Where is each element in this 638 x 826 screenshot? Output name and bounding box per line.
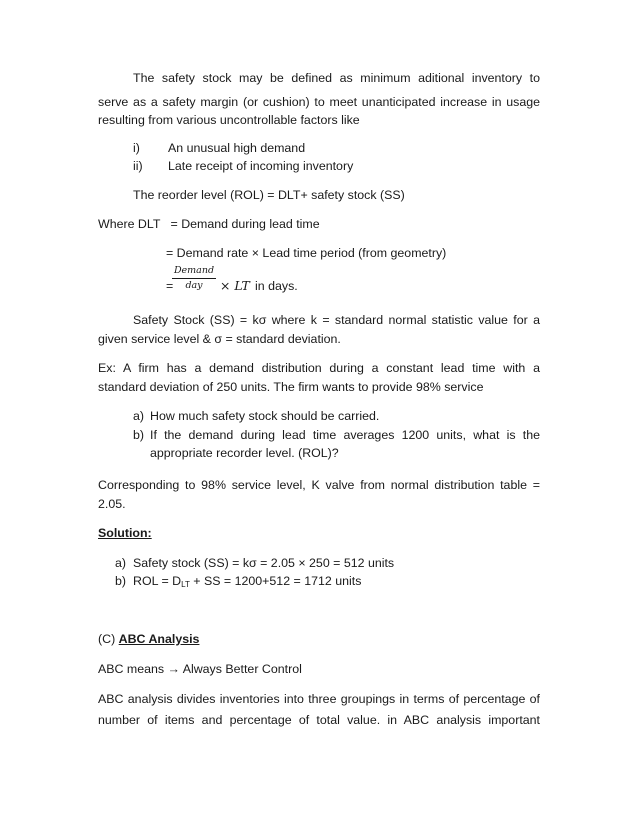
solution-heading	[98, 525, 540, 541]
paragraph-line: serve as a safety margin (or cushion) to meet unanticipated increase in usage	[98, 95, 540, 109]
section-heading	[98, 631, 540, 647]
paragraph-line: Corresponding to 98% service level, K valve from normal distribution table =	[98, 478, 540, 492]
unit-suffix: in days.	[255, 279, 298, 293]
list-marker: b)	[115, 574, 127, 588]
dlt-definition: Where DLT = Demand during lead time	[98, 217, 320, 231]
times-lead-time: × LT	[220, 278, 250, 293]
fraction-denominator: day	[185, 280, 203, 291]
list-item-text: An unusual high demand	[168, 141, 306, 155]
list-item-text	[133, 573, 361, 589]
list-item-text: How much safety stock should be carried.	[150, 409, 380, 423]
paragraph-line: Ex: A firm has a demand distribution during a constant lead time with a	[98, 361, 540, 375]
rol-definition: The reorder level (ROL) = DLT+ safety stock (SS)	[133, 188, 405, 202]
paragraph-line: ABC analysis divides inventories into three groupings in terms of percentage of	[98, 692, 540, 706]
list-marker: a)	[115, 556, 127, 570]
paragraph-line: given service level & σ = standard deviation.	[98, 332, 341, 346]
paragraph-line: Safety Stock (SS) = kσ where k = standard normal statistic value for a	[133, 313, 540, 327]
paragraph-line: resulting from various uncontrollable factors like	[98, 113, 360, 127]
rol-calc: + SS = 1200+512 = 1712 units	[189, 574, 362, 588]
paragraph-line: number of items and percentage of total value. in ABC analysis important	[98, 713, 540, 727]
abc-meaning: ABC means → Always Better Control	[98, 662, 302, 676]
section-number: (C)	[98, 632, 119, 646]
paragraph-line: 2.05.	[98, 497, 126, 511]
dlt-rate-line: = Demand rate × Lead time period (from geometry)	[166, 246, 447, 260]
solution-heading-text: Solution:	[98, 526, 152, 540]
list-marker: ii)	[133, 159, 143, 173]
section-title: ABC Analysis	[118, 632, 200, 646]
rol-prefix: ROL = D	[133, 574, 182, 588]
list-marker: b)	[133, 428, 145, 442]
demand-per-day-fraction	[172, 265, 216, 292]
list-item-text: Late receipt of incoming inventory	[168, 159, 354, 173]
paragraph-line: standard deviation of 250 units. The firm wants to provide 98% service	[98, 380, 484, 394]
fraction-numerator: Demand	[172, 265, 216, 279]
list-item-text: Safety stock (SS) = kσ = 2.05 × 250 = 512 units	[133, 556, 395, 570]
equals-sign: =	[166, 279, 174, 293]
list-marker: i)	[133, 141, 140, 155]
list-item-text: appropriate recorder level. (ROL)?	[150, 446, 339, 460]
paragraph-line: The safety stock may be defined as minimum aditional inventory to	[133, 71, 540, 85]
lt-subscript: LT	[181, 580, 190, 589]
list-marker: a)	[133, 409, 145, 423]
list-item-text: If the demand during lead time averages 1200 units, what is the	[150, 428, 540, 442]
